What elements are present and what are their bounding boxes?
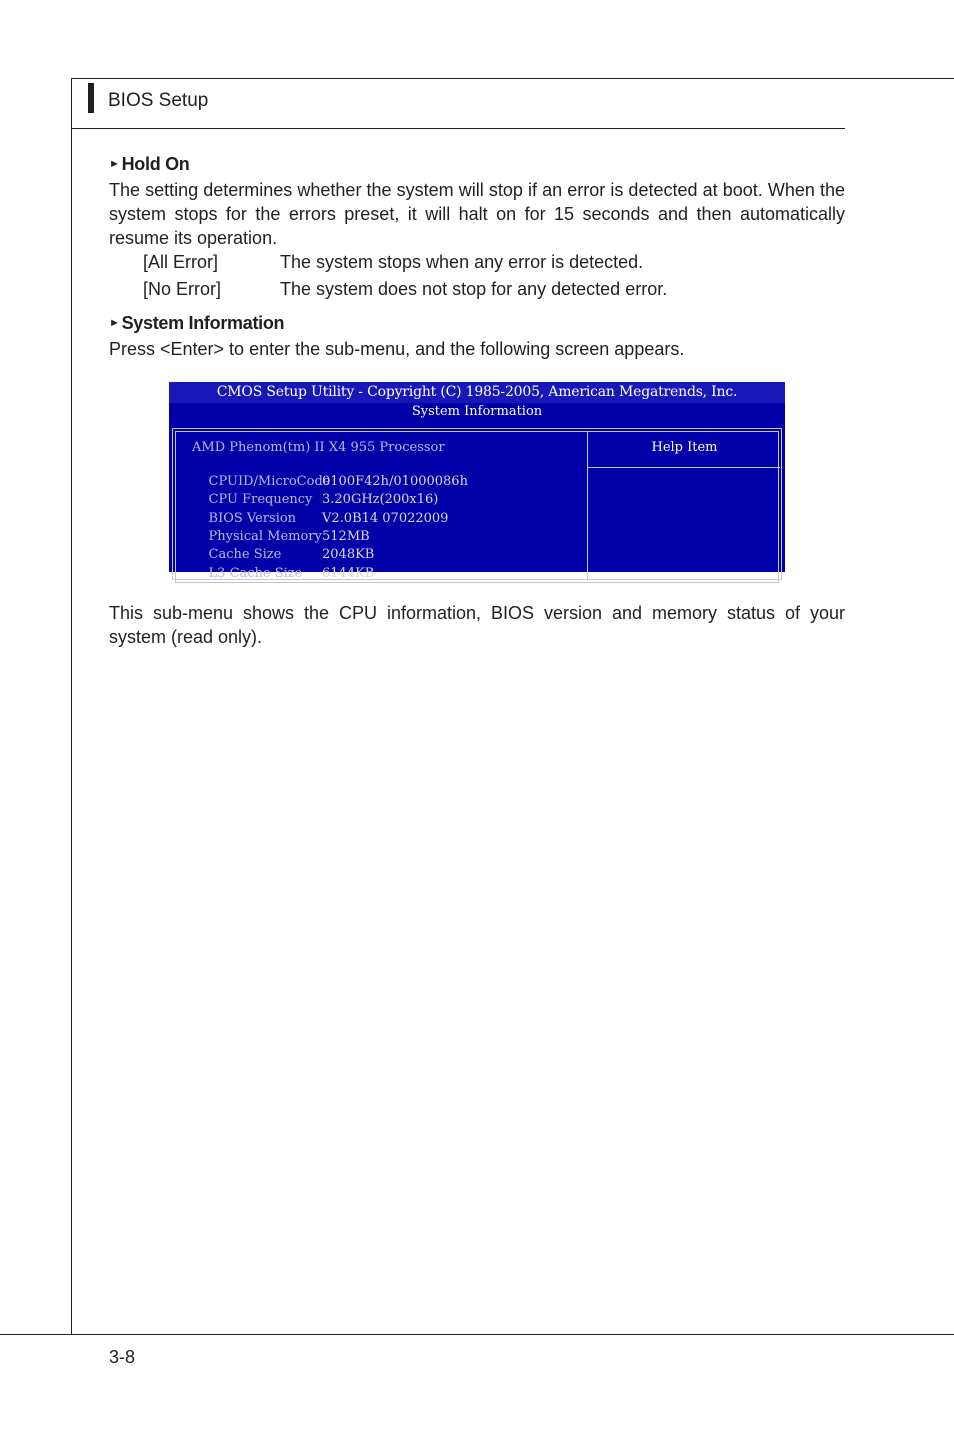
bios-processor-name: AMD Phenom(tm) II X4 955 Processor — [192, 440, 445, 455]
bios-row-label: BIOS Version — [208, 511, 297, 526]
header-rule — [71, 128, 845, 129]
triangle-bullet-icon: ► — [109, 317, 120, 329]
bios-row-label: Physical Memory — [208, 529, 322, 544]
frame-left-line — [71, 78, 72, 1335]
bios-row-value: 6144KB — [322, 566, 375, 581]
header-marker-bar — [88, 83, 94, 113]
bios-row-label: Cache Size — [208, 547, 282, 562]
bios-row-value: 0100F42h/01000086h — [322, 474, 468, 489]
option-key-all-error: [All Error] — [143, 252, 219, 272]
page-number: 3-8 — [109, 1347, 136, 1367]
system-information-heading-text: System Information — [121, 313, 285, 333]
frame-top-line — [71, 78, 954, 79]
bios-row-label: CPUID/MicroCode — [208, 474, 331, 489]
bios-row-value: 2048KB — [322, 547, 375, 562]
hold-on-heading-text: Hold On — [121, 154, 190, 174]
triangle-bullet-icon: ► — [109, 158, 120, 170]
system-information-description: Press <Enter> to enter the sub-menu, and the following screen appears. — [109, 339, 685, 359]
hold-on-heading — [109, 154, 189, 175]
bios-help-rule — [587, 467, 780, 468]
bios-row-value: 512MB — [322, 529, 370, 544]
page-header-title: BIOS Setup — [108, 90, 209, 111]
hold-on-description: The setting determines whether the system will stop if an error is detected at boot. When the system stops for the errors preset, it will halt on for 15 seconds and then automatically resume its operation. — [109, 180, 845, 248]
option-desc-no-error: The system does not stop for any detected error. — [280, 279, 668, 299]
bios-row-value: V2.0B14 07022009 — [322, 511, 449, 526]
option-desc-all-error: The system stops when any error is detected. — [280, 252, 644, 272]
frame-bottom-line — [0, 1334, 954, 1335]
bios-screenshot — [169, 382, 785, 581]
submenu-explanation: This sub-menu shows the CPU information, BIOS version and memory status of your system (read only). — [109, 603, 845, 647]
bios-subtitle: System Information — [411, 404, 543, 419]
option-key-no-error: [No Error] — [143, 279, 222, 299]
bios-help-item-label: Help Item — [651, 440, 718, 455]
bios-row-label: CPU Frequency — [208, 492, 313, 507]
system-information-heading — [109, 313, 284, 334]
bios-row-value: 3.20GHz(200x16) — [322, 492, 439, 507]
bios-title: CMOS Setup Utility - Copyright (C) 1985-2005, American Megatrends, Inc. — [216, 384, 738, 400]
bios-row-label: L3 Cache Size — [208, 566, 303, 581]
